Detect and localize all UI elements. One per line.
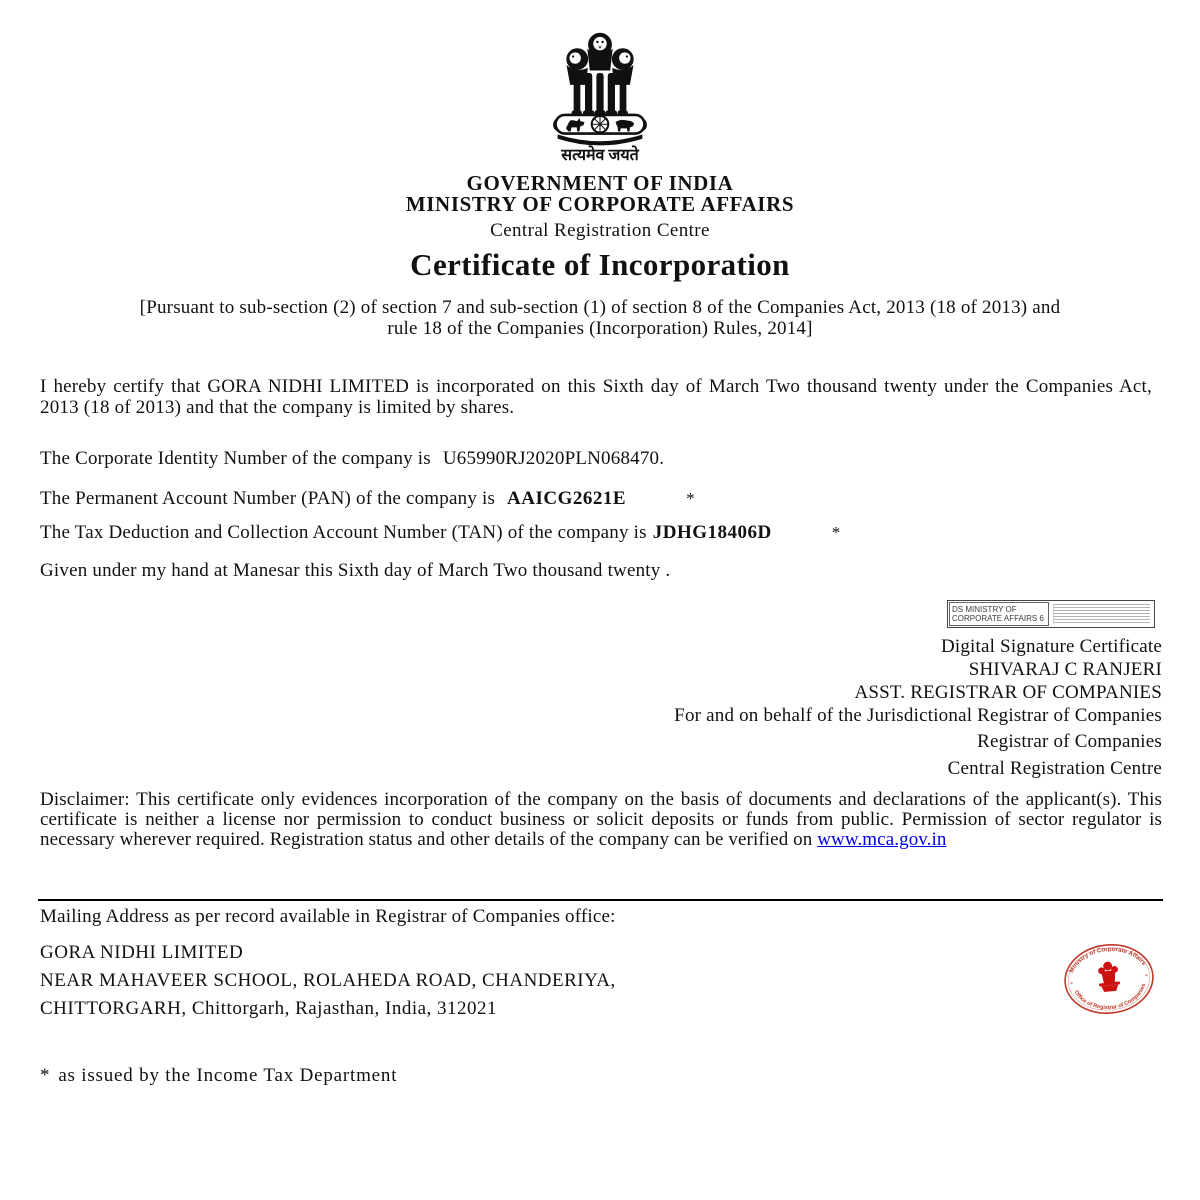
on-behalf-line: For and on behalf of the Jurisdictional Registrar of Companies bbox=[674, 705, 1162, 726]
tan-footnote-marker: * bbox=[831, 523, 841, 542]
signer-designation: ASST. REGISTRAR OF COMPANIES bbox=[854, 682, 1162, 703]
tan-label: The Tax Deduction and Collection Account Number (TAN) of the company is bbox=[40, 522, 647, 543]
pan-value: AAICG2621E bbox=[507, 488, 627, 509]
pursuant-subtitle-line-2: rule 18 of the Companies (Incorporation) Rules, 2014] bbox=[387, 318, 813, 339]
mailing-address-heading: Mailing Address as per record available in Registrar of Companies office: bbox=[40, 906, 616, 927]
government-of-india-heading: GOVERNMENT OF INDIA bbox=[466, 171, 734, 195]
tan-line bbox=[40, 522, 840, 544]
disclaimer-paragraph bbox=[40, 790, 1162, 850]
footnote-marker: * bbox=[40, 1065, 51, 1086]
cin-line bbox=[40, 448, 664, 470]
tan-value: JDHG18406D bbox=[652, 522, 772, 543]
roc-stamp-icon bbox=[1058, 935, 1160, 1022]
ds-box-line-2: CORPORATE AFFAIRS 6 bbox=[952, 614, 1044, 623]
digital-signature-box bbox=[947, 600, 1155, 628]
registration-centre-heading: Central Registration Centre bbox=[490, 220, 710, 241]
disclaimer-text: Disclaimer: This certificate only evidences incorporation of the company on the basis of documents and declarations of the applicant(s). This certificate is neither a license nor permission to conduct business or solicit deposits or funds from public. Permission of sector regulator is necessary wherever required. Registration status and other details of the company can be verified on bbox=[40, 789, 1162, 850]
cin-value: U65990RJ2020PLN068470. bbox=[442, 448, 665, 469]
ds-box-line-1: DS MINISTRY OF bbox=[952, 605, 1017, 614]
stamp-bottom-text: Office of Registrar of Companies bbox=[1072, 982, 1148, 1012]
stamp-top-text: Ministry of Corporate Affairs bbox=[1068, 945, 1148, 975]
section-divider bbox=[38, 899, 1163, 901]
digital-signature-box-title bbox=[949, 602, 1049, 626]
signer-name: SHIVARAJ C RANJERI bbox=[968, 659, 1162, 680]
given-under-hand-line: Given under my hand at Manesar this Sixth day of March Two thousand twenty . bbox=[40, 560, 671, 581]
pursuant-subtitle-line-1: [Pursuant to sub-section (2) of section 7 and sub-section (1) of section 8 of the Companies Act, 2013 (18 of 2013) and bbox=[139, 297, 1061, 318]
pan-footnote-marker: * bbox=[686, 489, 695, 508]
svg-text:*: * bbox=[1070, 981, 1074, 989]
pan-label: The Permanent Account Number (PAN) of the company is bbox=[40, 488, 496, 509]
certificate-title: Certificate of Incorporation bbox=[410, 247, 790, 282]
footnote-text: as issued by the Income Tax Department bbox=[58, 1065, 398, 1086]
emblem-motto: सत्यमेव जयते bbox=[561, 147, 639, 164]
central-registration-centre-line: Central Registration Centre bbox=[947, 758, 1162, 779]
pan-line bbox=[40, 488, 695, 510]
mca-website-link[interactable]: www.mca.gov.in bbox=[817, 829, 947, 850]
ministry-heading: MINISTRY OF CORPORATE AFFAIRS bbox=[405, 192, 795, 216]
company-name: GORA NIDHI LIMITED bbox=[40, 942, 244, 963]
address-line-1: NEAR MAHAVEER SCHOOL, ROLAHEDA ROAD, CHANDERIYA, bbox=[40, 970, 616, 991]
footnote bbox=[40, 1065, 397, 1087]
digital-signature-certificate-line: Digital Signature Certificate bbox=[940, 636, 1162, 657]
cin-label: The Corporate Identity Number of the company is bbox=[40, 448, 431, 469]
address-line-2: CHITTORGARH, Chittorgarh, Rajasthan, India, 312021 bbox=[40, 998, 498, 1019]
svg-text:*: * bbox=[1144, 973, 1149, 981]
registrar-of-companies-line: Registrar of Companies bbox=[977, 731, 1162, 752]
certify-paragraph: I hereby certify that GORA NIDHI LIMITED is incorporated on this Sixth day of March Two thousand twenty under the Companies Act, 2013 (18 of 2013) and that the company is limited by shares. bbox=[40, 376, 1152, 418]
ashoka-emblem-icon bbox=[543, 26, 657, 148]
signature-details-texture bbox=[1053, 604, 1150, 624]
stamp-emblem-silhouette bbox=[1097, 961, 1121, 993]
